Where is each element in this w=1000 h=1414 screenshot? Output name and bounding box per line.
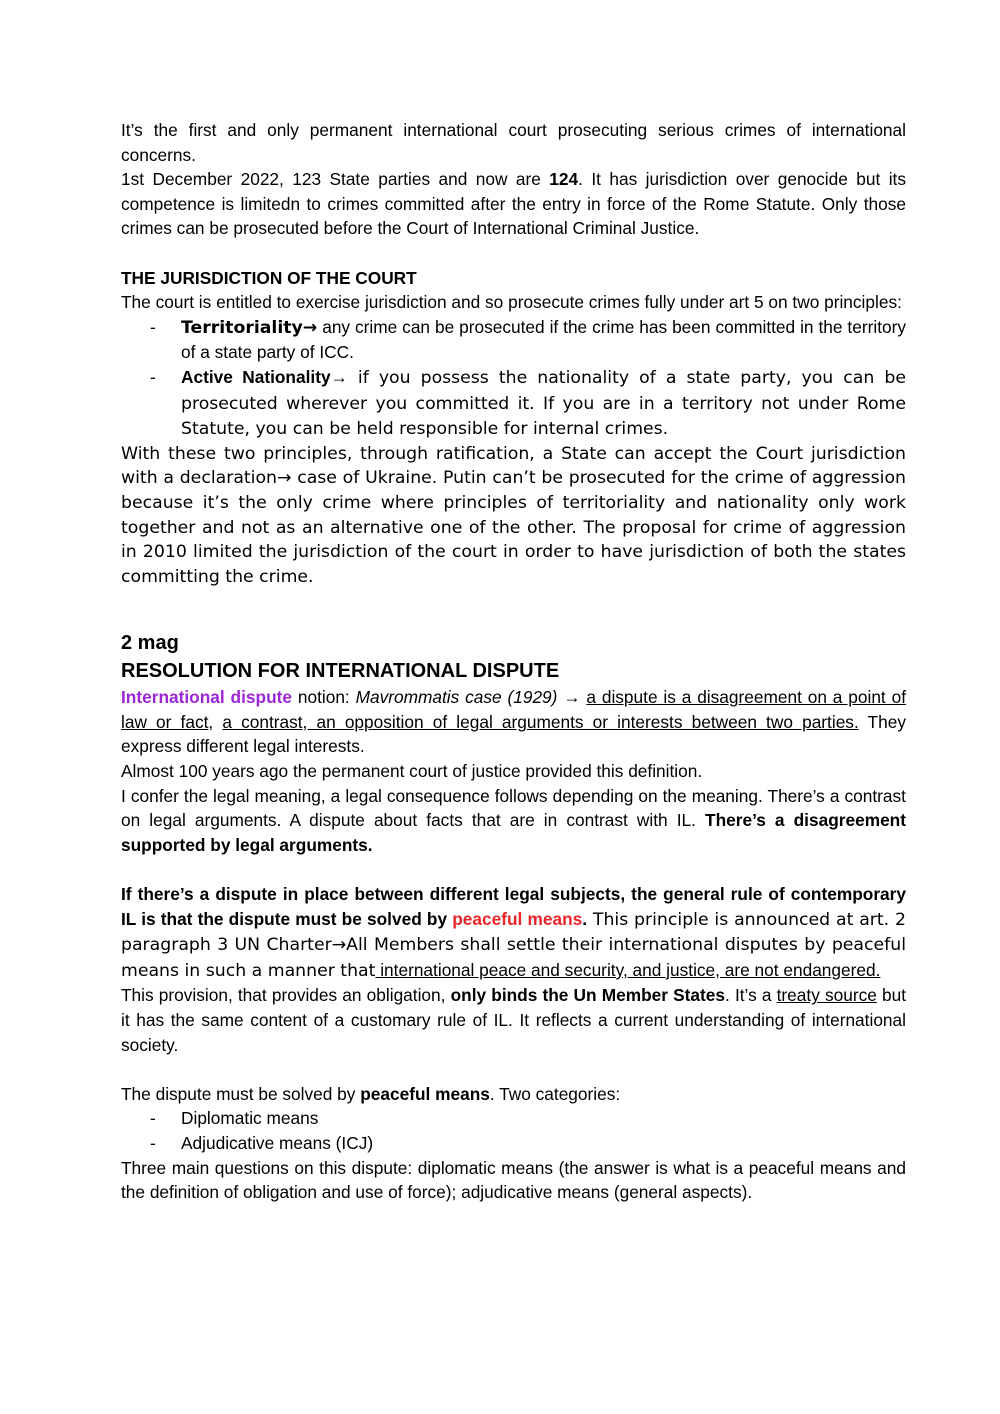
dash-bullet: - — [150, 1132, 156, 1153]
means-list — [121, 1106, 906, 1155]
icc-intro-paragraph — [121, 118, 906, 167]
dispute-term: International dispute — [121, 687, 292, 708]
nationality-text: if you possess the nationality of a state party, you can be prosecuted wherever you committed it. If you are in a territory not under Rome Statute, you can be held responsible for internal crimes. — [181, 367, 906, 440]
list-item — [121, 315, 906, 365]
case-name: Mavrommatis case (1929) — [355, 687, 558, 708]
jurisdiction-intro: The court is entitled to exercise jurisdiction and so prosecute crimes fully under art 5 on two principles: — [121, 292, 902, 313]
definition-part-1: a dispute is a disagreement on a point of law or fact — [121, 687, 906, 732]
list-item — [121, 365, 906, 442]
legal-meaning-paragraph — [121, 784, 906, 858]
peaceful-means-highlight: peaceful means — [452, 908, 583, 929]
icc-parties-text: 1st December 2022, 123 State parties and now are — [121, 169, 550, 190]
century-paragraph: Almost 100 years ago the permanent court of justice provided this definition. — [121, 761, 703, 782]
icc-competence-text: . It has jurisdiction over genocide but its competence is limitedn to crimes committed after the entry in force of the Rome Statute. Only those crimes can be prosecuted before the Court of International Criminal Justice. — [121, 169, 906, 239]
definition-part-2: a contrast, an opposition of legal arguments or interests between two parties. — [222, 711, 859, 732]
blank-line — [121, 1057, 906, 1082]
section-gap — [121, 589, 906, 629]
means-text-2: . Two categories: — [489, 1083, 621, 1104]
notion-label: notion: — [292, 687, 356, 708]
provision-text: This provision, that provides an obligation, — [121, 985, 451, 1006]
means-paragraph — [121, 1082, 906, 1107]
icc-intro: It’s the first and only permanent international court prosecuting serious crimes of international concerns. — [121, 120, 906, 165]
section-number: 2 mag — [121, 632, 179, 655]
means-text: The dispute must be solved by — [121, 1083, 361, 1104]
dispute-definition-paragraph — [121, 685, 906, 759]
blank-line — [121, 241, 906, 266]
period: . — [582, 908, 588, 929]
nationality-term: Active Nationality→ — [181, 366, 348, 387]
list-item — [121, 1106, 906, 1131]
territoriality-term: Territoriality→ — [181, 317, 318, 338]
provision-bold: only binds the Un Member States — [450, 985, 726, 1006]
jurisdiction-closing: With these two principles, through ratification, a State can accept the Court jurisdiction with a declaration→ case of Ukraine. Putin can’t be prosecuted for the crime of aggression because it’s the only crime where principles of territoriality and nationality only work together and not as an alternative one of the other. The proposal for crime of aggression in 2010 limited the jurisdiction of the court in order to have jurisdiction of both the states committing the crime. — [121, 443, 906, 587]
diplomatic-means: Diplomatic means — [181, 1108, 319, 1129]
dash-bullet: - — [150, 316, 156, 337]
provision-text-2: . It’s a — [725, 985, 777, 1006]
state-parties-count: 124 — [549, 169, 579, 190]
icc-parties-paragraph — [121, 167, 906, 241]
legal-meaning-text: I confer the legal meaning, a legal consequence follows depending on the meaning. There’s a contrast on legal arguments. A dispute about facts that are in contrast with IL. — [121, 785, 906, 831]
comma: , — [208, 711, 223, 732]
jurisdiction-heading: THE JURISDICTION OF THE COURT — [121, 267, 417, 288]
provision-text-3: but it has the same content of a customary rule of IL. It reflects a current understanding of international society. — [121, 985, 907, 1055]
general-rule-paragraph — [121, 882, 906, 983]
list-item — [121, 1131, 906, 1156]
legal-meaning-bold: There’s a disagreement supported by legal arguments. — [121, 810, 906, 855]
definition-tail: They express different legal interests. — [121, 711, 906, 757]
general-rule-bold: If there’s a dispute in place between different legal subjects, the general rule of contemporary IL is that the dispute must be solved by — [121, 884, 906, 929]
provision-paragraph — [121, 983, 906, 1057]
charter-underlined: international peace and security, and justice, are not endangered. — [375, 959, 881, 980]
arrow: → — [557, 687, 587, 708]
dash-bullet: - — [150, 366, 156, 387]
questions-paragraph: Three main questions on this dispute: diplomatic means (the answer is what is a peaceful means and the definition of obligation and use of force); adjudicative means (general aspects). — [121, 1157, 906, 1203]
territoriality-text: any crime can be prosecuted if the crime has been committed in the territory of a state party of ICC. — [181, 316, 906, 363]
dash-bullet: - — [150, 1108, 156, 1129]
adjudicative-means: Adjudicative means (ICJ) — [181, 1132, 374, 1153]
blank-line — [121, 857, 906, 882]
means-bold: peaceful means — [360, 1083, 490, 1104]
charter-text: This principle is announced at art. 2 paragraph 3 UN Charter→All Members shall settle their international disputes by peaceful means in such a manner that — [121, 909, 906, 981]
treaty-source: treaty source — [776, 985, 877, 1006]
section-title: RESOLUTION FOR INTERNATIONAL DISPUTE — [121, 660, 560, 683]
document-page — [121, 118, 906, 1205]
principles-list — [121, 315, 906, 442]
